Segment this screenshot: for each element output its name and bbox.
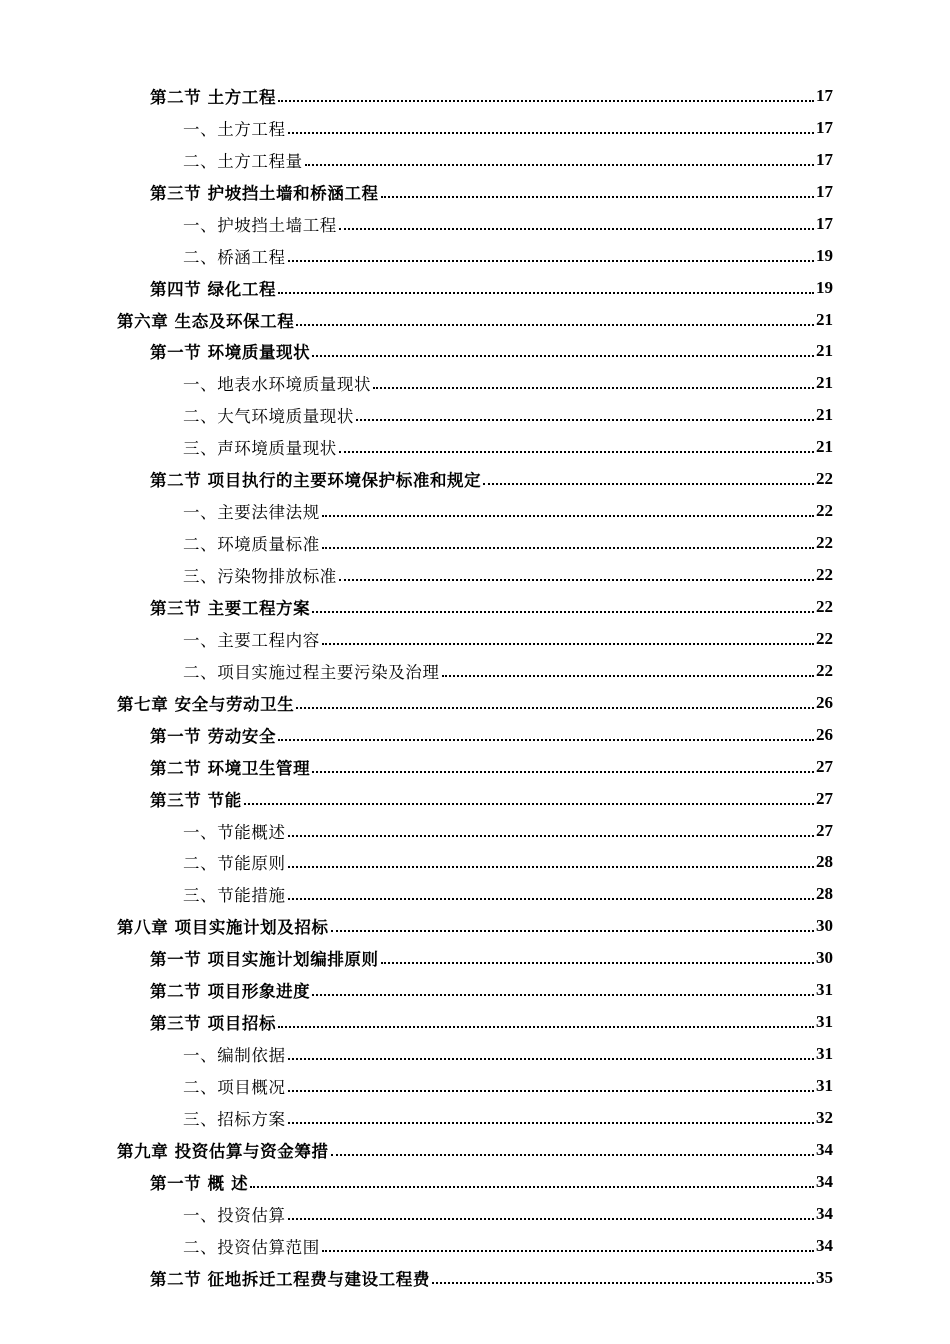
toc-entry[interactable]	[0, 655, 950, 687]
dot-leader	[288, 882, 814, 900]
toc-entry[interactable]	[0, 1262, 950, 1294]
toc-entry-title: 第八章 项目实施计划及招标	[117, 918, 329, 938]
toc-entry[interactable]	[0, 815, 950, 847]
toc-entry-page-number: 21	[816, 373, 833, 393]
toc-entry[interactable]	[0, 240, 950, 272]
toc-entry-page-number: 19	[816, 277, 833, 297]
toc-entry-title: 第三节 节能	[150, 790, 242, 810]
toc-entry-page-number: 22	[816, 660, 833, 680]
toc-entry-title: 第二节 环境卫生管理	[150, 758, 311, 778]
dot-leader	[296, 308, 814, 326]
toc-entry[interactable]	[0, 591, 950, 623]
toc-entry-title: 三、声环境质量现状	[183, 439, 337, 459]
toc-entry-title: 二、节能原则	[183, 854, 286, 874]
toc-entry-page-number: 17	[816, 149, 833, 169]
toc-entry-page-number: 34	[816, 1235, 833, 1255]
dot-leader	[339, 212, 814, 230]
toc-entry[interactable]	[0, 974, 950, 1006]
toc-entry[interactable]	[0, 1006, 950, 1038]
toc-entry-page-number: 27	[816, 788, 833, 808]
toc-entry[interactable]	[0, 687, 950, 719]
toc-entry[interactable]	[0, 208, 950, 240]
toc-entry-page-number: 26	[816, 724, 833, 744]
toc-entry-title: 第一节 概 述	[150, 1173, 249, 1193]
toc-entry[interactable]	[0, 942, 950, 974]
toc-entry-title: 三、招标方案	[183, 1109, 286, 1129]
toc-entry-title: 第三节 项目招标	[150, 1014, 277, 1034]
toc-entry-title: 第七章 安全与劳动卫生	[117, 694, 295, 714]
dot-leader	[278, 84, 814, 102]
toc-entry-page-number: 21	[816, 341, 833, 361]
dot-leader	[288, 244, 814, 262]
toc-entry-title: 三、污染物排放标准	[183, 567, 337, 587]
toc-entry-page-number: 21	[816, 309, 833, 329]
toc-entry-page-number: 31	[816, 980, 833, 1000]
toc-entry[interactable]	[0, 527, 950, 559]
toc-entry-title: 第二节 项目形象进度	[150, 982, 311, 1002]
toc-entry[interactable]	[0, 1166, 950, 1198]
toc-entry-title: 三、节能措施	[183, 886, 286, 906]
table-of-contents	[0, 80, 950, 1294]
dot-leader	[312, 978, 814, 996]
toc-entry-page-number: 27	[816, 820, 833, 840]
toc-entry-title: 第一节 环境质量现状	[150, 343, 311, 363]
toc-entry-page-number: 22	[816, 596, 833, 616]
dot-leader	[288, 1106, 814, 1124]
toc-entry-title: 一、土方工程	[183, 119, 286, 139]
dot-leader	[356, 403, 814, 421]
dot-leader	[305, 148, 814, 166]
toc-entry[interactable]	[0, 783, 950, 815]
toc-entry-title: 第六章 生态及环保工程	[117, 311, 295, 331]
toc-entry[interactable]	[0, 144, 950, 176]
dot-leader	[288, 116, 814, 134]
dot-leader	[312, 755, 814, 773]
toc-entry-page-number: 22	[816, 565, 833, 585]
toc-entry-page-number: 35	[816, 1267, 833, 1287]
toc-entry-page-number: 22	[816, 533, 833, 553]
toc-entry[interactable]	[0, 272, 950, 304]
toc-entry[interactable]	[0, 1198, 950, 1230]
toc-entry[interactable]	[0, 112, 950, 144]
dot-leader	[432, 1266, 814, 1284]
toc-entry[interactable]	[0, 80, 950, 112]
toc-entry-page-number: 22	[816, 628, 833, 648]
toc-entry-title: 一、投资估算	[183, 1205, 286, 1225]
toc-entry[interactable]	[0, 559, 950, 591]
dot-leader	[278, 276, 814, 294]
toc-entry-title: 二、大气环境质量现状	[183, 407, 354, 427]
toc-entry-page-number: 26	[816, 692, 833, 712]
toc-entry-page-number: 34	[816, 1171, 833, 1191]
dot-leader	[312, 595, 814, 613]
dot-leader	[331, 1138, 814, 1156]
toc-entry-title: 一、主要工程内容	[183, 630, 320, 650]
toc-entry-title: 一、编制依据	[183, 1046, 286, 1066]
toc-entry[interactable]	[0, 495, 950, 527]
toc-entry-page-number: 27	[816, 756, 833, 776]
toc-entry[interactable]	[0, 431, 950, 463]
toc-entry[interactable]	[0, 910, 950, 942]
toc-entry[interactable]	[0, 1102, 950, 1134]
toc-entry-title: 一、节能概述	[183, 822, 286, 842]
toc-entry-title: 一、地表水环境质量现状	[183, 375, 372, 395]
toc-entry-title: 第四节 绿化工程	[150, 279, 277, 299]
toc-entry-page-number: 30	[816, 948, 833, 968]
toc-entry[interactable]	[0, 847, 950, 879]
dot-leader	[381, 946, 814, 964]
toc-entry[interactable]	[0, 399, 950, 431]
toc-entry-title: 第二节 征地拆迁工程费与建设工程费	[150, 1269, 430, 1289]
toc-entry-page-number: 34	[816, 1139, 833, 1159]
toc-entry-page-number: 31	[816, 1012, 833, 1032]
toc-entry-title: 第一节 项目实施计划编排原则	[150, 950, 379, 970]
toc-entry-title: 二、土方工程量	[183, 151, 303, 171]
toc-entry-page-number: 28	[816, 884, 833, 904]
dot-leader	[288, 850, 814, 868]
toc-entry-page-number: 22	[816, 501, 833, 521]
dot-leader	[322, 627, 814, 645]
toc-entry-page-number: 30	[816, 916, 833, 936]
toc-entry-page-number: 31	[816, 1044, 833, 1064]
dot-leader	[322, 1234, 814, 1252]
toc-entry-title: 第三节 主要工程方案	[150, 598, 311, 618]
dot-leader	[278, 723, 814, 741]
toc-entry-page-number: 32	[816, 1107, 833, 1127]
toc-entry-page-number: 17	[816, 213, 833, 233]
dot-leader	[373, 371, 814, 389]
dot-leader	[278, 1010, 814, 1028]
toc-entry[interactable]	[0, 1134, 950, 1166]
dot-leader	[288, 1042, 814, 1060]
toc-entry-title: 第三节 护坡挡土墙和桥涵工程	[150, 183, 379, 203]
toc-entry[interactable]	[0, 463, 950, 495]
toc-entry[interactable]	[0, 751, 950, 783]
dot-leader	[288, 1074, 814, 1092]
toc-entry[interactable]	[0, 1230, 950, 1262]
dot-leader	[296, 691, 814, 709]
dot-leader	[312, 339, 814, 357]
dot-leader	[244, 787, 814, 805]
toc-entry-page-number: 22	[816, 469, 833, 489]
toc-entry[interactable]	[0, 336, 950, 368]
toc-entry[interactable]	[0, 176, 950, 208]
dot-leader	[288, 819, 814, 837]
toc-entry-page-number: 17	[816, 181, 833, 201]
dot-leader	[381, 180, 814, 198]
dot-leader	[288, 1202, 814, 1220]
dot-leader	[322, 531, 814, 549]
toc-entry-title: 一、主要法律法规	[183, 503, 320, 523]
toc-entry-page-number: 34	[816, 1203, 833, 1223]
toc-entry-title: 第二节 土方工程	[150, 87, 277, 107]
toc-entry-page-number: 28	[816, 852, 833, 872]
toc-entry-title: 第二节 项目执行的主要环境保护标准和规定	[150, 471, 482, 491]
toc-entry-title: 一、护坡挡土墙工程	[183, 215, 337, 235]
toc-entry[interactable]	[0, 1038, 950, 1070]
dot-leader	[442, 659, 815, 677]
toc-entry-page-number: 19	[816, 245, 833, 265]
dot-leader	[339, 435, 814, 453]
toc-entry[interactable]	[0, 1070, 950, 1102]
toc-entry-page-number: 17	[816, 117, 833, 137]
toc-entry-page-number: 31	[816, 1076, 833, 1096]
toc-entry-title: 二、项目概况	[183, 1078, 286, 1098]
dot-leader	[250, 1170, 814, 1188]
dot-leader	[339, 563, 814, 581]
toc-entry[interactable]	[0, 623, 950, 655]
toc-entry-title: 二、投资估算范围	[183, 1237, 320, 1257]
toc-entry-title: 二、桥涵工程	[183, 247, 286, 267]
dot-leader	[331, 914, 814, 932]
toc-entry-page-number: 17	[816, 85, 833, 105]
toc-entry-title: 第九章 投资估算与资金筹措	[117, 1141, 329, 1161]
toc-entry-title: 二、项目实施过程主要污染及治理	[183, 662, 440, 682]
toc-entry[interactable]	[0, 719, 950, 751]
toc-entry-page-number: 21	[816, 405, 833, 425]
dot-leader	[322, 499, 814, 517]
toc-entry[interactable]	[0, 367, 950, 399]
toc-entry[interactable]	[0, 878, 950, 910]
toc-entry-title: 二、环境质量标准	[183, 535, 320, 555]
toc-entry-title: 第一节 劳动安全	[150, 726, 277, 746]
toc-entry-page-number: 21	[816, 437, 833, 457]
toc-entry[interactable]	[0, 304, 950, 336]
dot-leader	[483, 467, 814, 485]
